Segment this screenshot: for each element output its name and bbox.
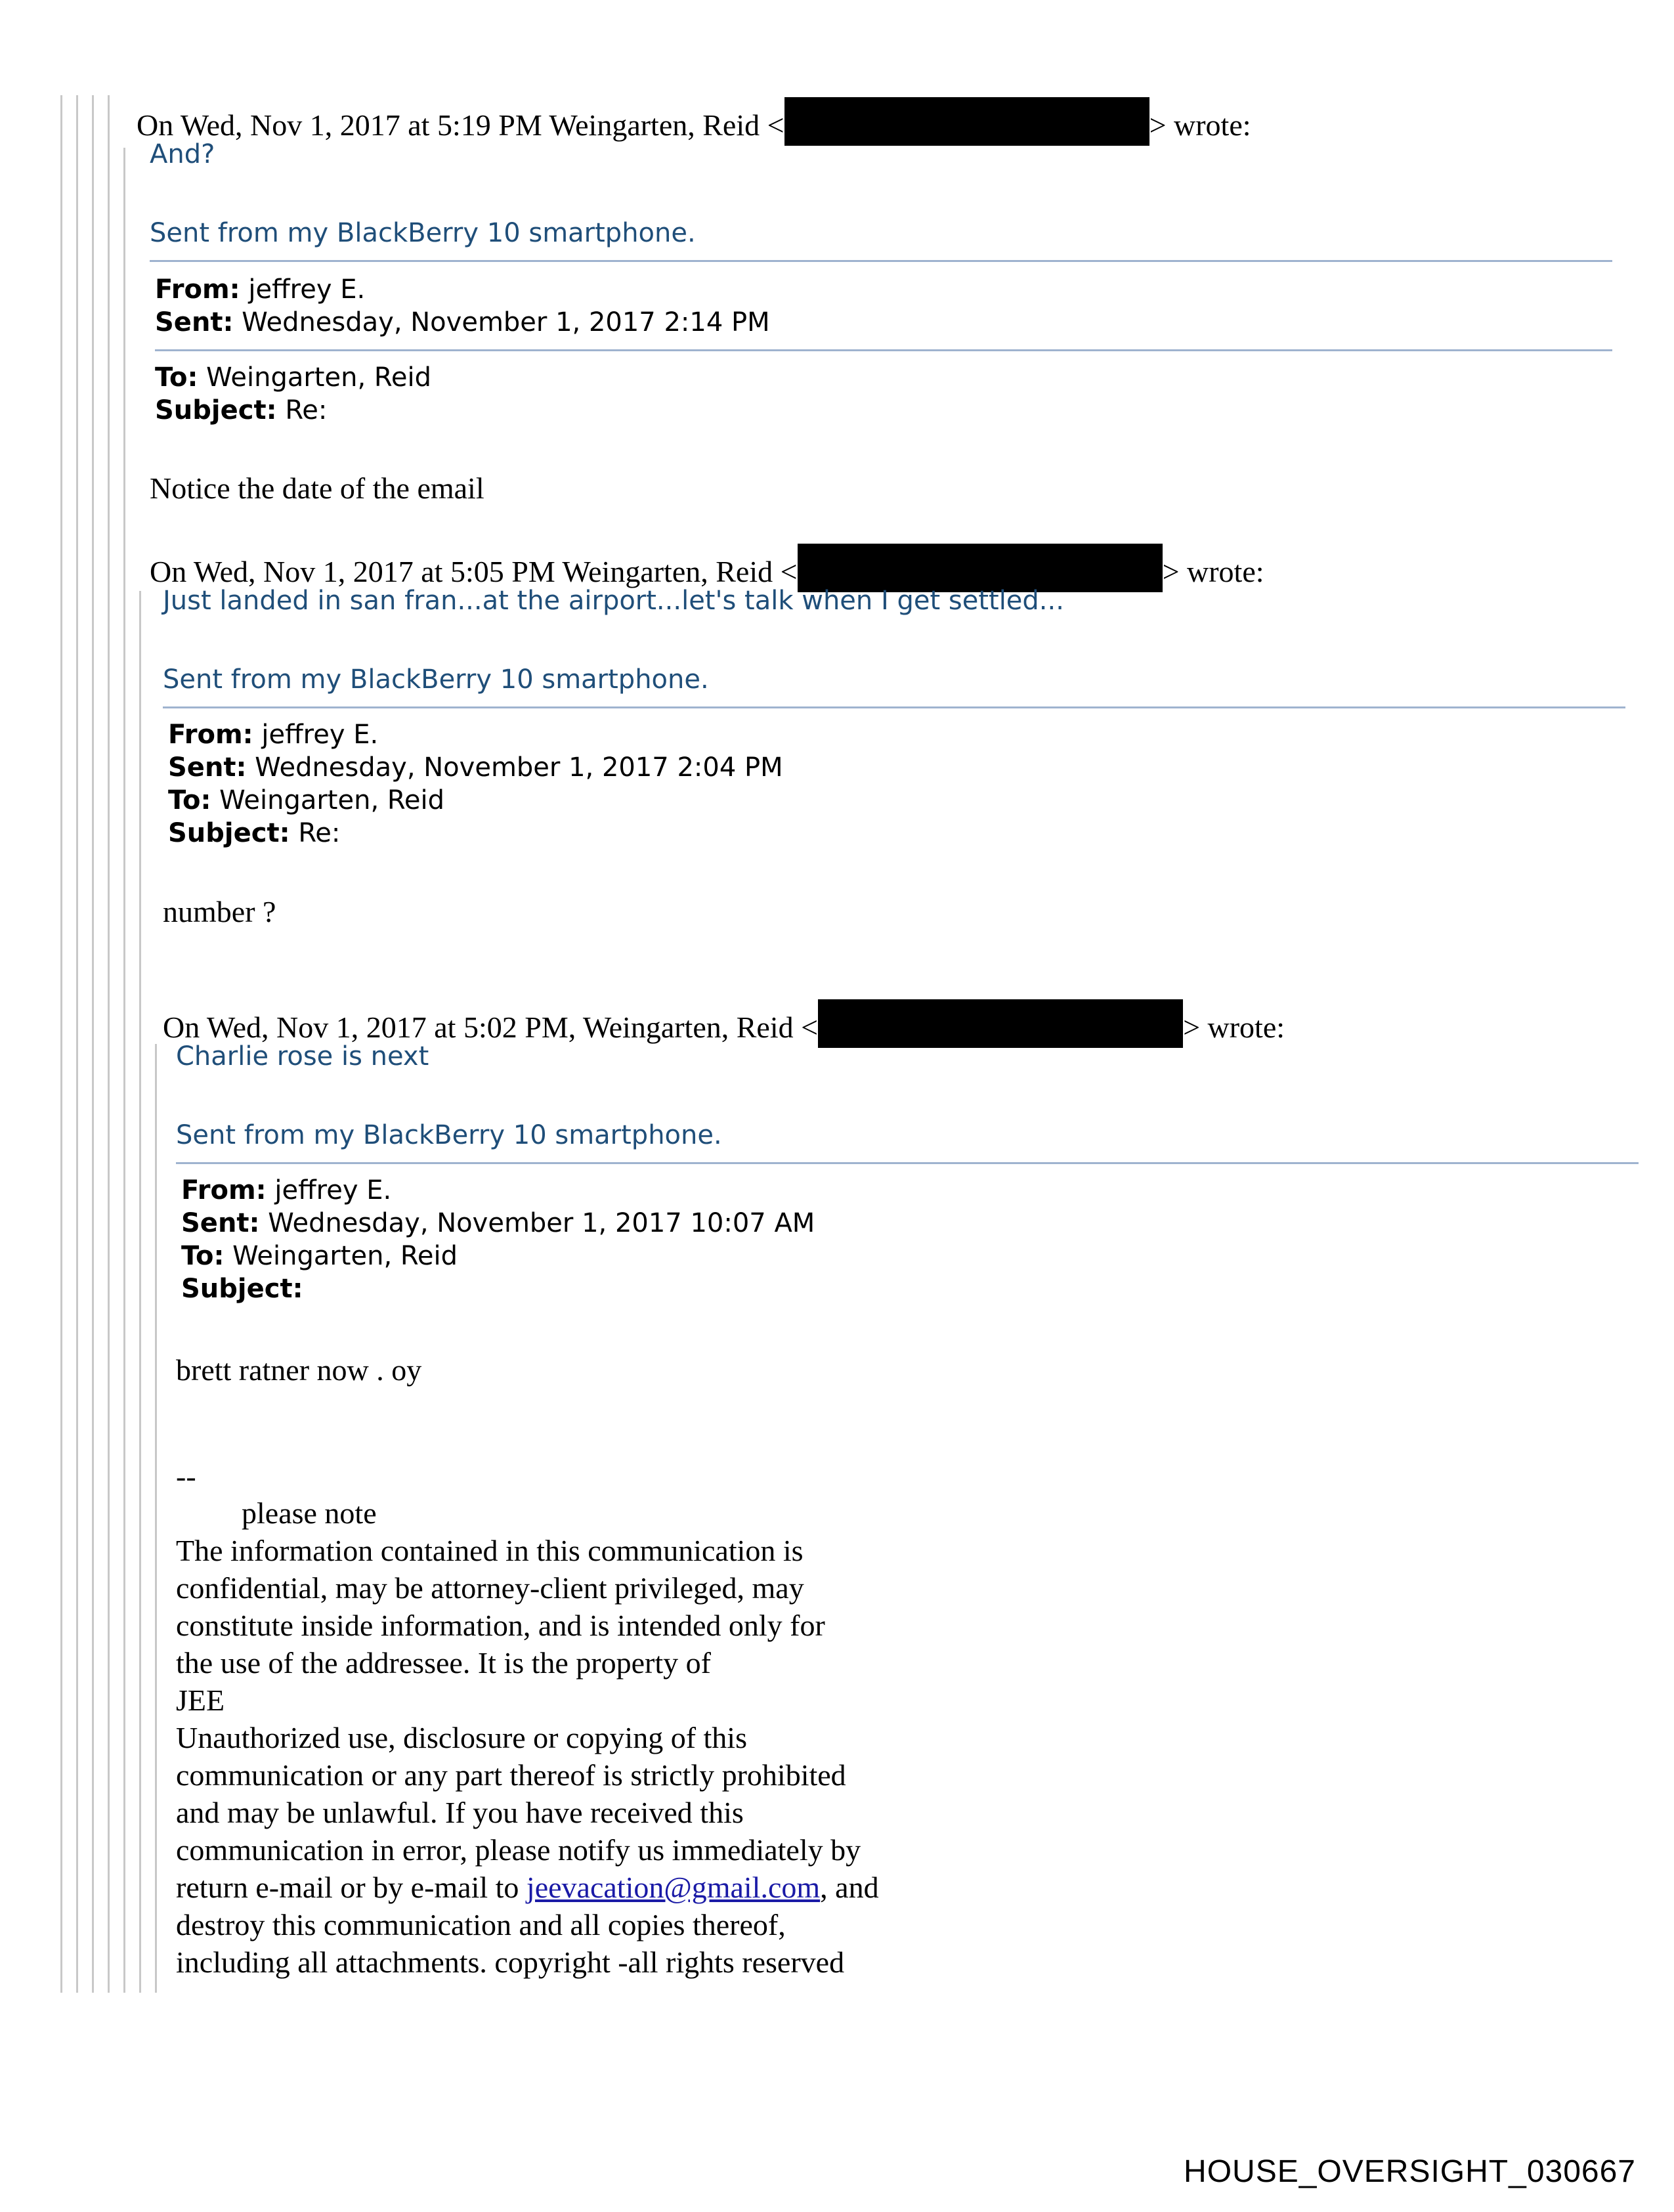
message-3-header: On Wed, Nov 1, 2017 at 5:02 PM, Weingarten, Reid < > wrote: <box>163 999 1285 1048</box>
message-2-body: Just landed in san fran...at the airport...let's talk when I get settled... <box>163 586 1064 616</box>
from-value: jeffrey E. <box>274 1175 392 1205</box>
message-1-reply: Notice the date of the email <box>150 471 484 505</box>
divider <box>163 706 1625 708</box>
divider <box>176 1162 1639 1164</box>
message-2-signature: Sent from my BlackBerry 10 smartphone. <box>163 664 709 695</box>
message-3-reply: brett ratner now . oy <box>176 1353 422 1387</box>
from-value: jeffrey E. <box>248 274 366 305</box>
redaction-box <box>818 999 1183 1048</box>
subject-value: Re: <box>298 818 341 848</box>
divider <box>155 349 1612 351</box>
message-1-signature: Sent from my BlackBerry 10 smartphone. <box>150 218 696 248</box>
to-value: Weingarten, Reid <box>232 1241 458 1271</box>
divider <box>150 260 1612 262</box>
sent-value: Wednesday, November 1, 2017 10:07 AM <box>268 1208 815 1238</box>
from-value: jeffrey E. <box>261 720 379 750</box>
email-link[interactable]: jeevacation@gmail.com <box>526 1871 821 1904</box>
signature-dashes: -- <box>176 1460 196 1493</box>
message-1-fields: From: jeffrey E. Sent: Wednesday, November 1, 2017 2:14 PM <box>155 274 770 337</box>
disclaimer: The information contained in this communication is confidential, may be attorney-client privileged, may constitute inside information, and is intended only for the use of the addressee. It is the property of JEE Unauthorized use, disclosure or copying of this communication or any part thereof is strictly prohibited and may be unlawful. If you have received this communication in error, please notify us immediately by return e-mail or by e-mail to jeevacation@gmail.com, and destroy this communication and all copies thereof, including all attachments. copyright -all rights reserved <box>176 1534 879 1979</box>
message-2-header: On Wed, Nov 1, 2017 at 5:05 PM Weingarten, Reid < > wrote: <box>150 544 1264 592</box>
message-2-reply: number ? <box>163 895 276 928</box>
message-2-fields: From: jeffrey E. Sent: Wednesday, November 1, 2017 2:04 PM To: Weingarten, Reid Subject: Re: <box>168 720 783 848</box>
sent-value: Wednesday, November 1, 2017 2:14 PM <box>242 307 770 337</box>
to-value: Weingarten, Reid <box>206 362 431 393</box>
disclaimer-note: please note <box>242 1496 377 1530</box>
redaction-box <box>784 97 1149 146</box>
to-value: Weingarten, Reid <box>219 785 444 815</box>
message-3-body: Charlie rose is next <box>176 1041 429 1072</box>
subject-value: Re: <box>285 395 328 425</box>
message-1-body: And? <box>150 139 215 169</box>
message-1-fields-2: To: Weingarten, Reid Subject: Re: <box>155 362 431 425</box>
bates-number: HOUSE_OVERSIGHT_030667 <box>1184 2154 1636 2189</box>
message-3-fields: From: jeffrey E. Sent: Wednesday, November 1, 2017 10:07 AM To: Weingarten, Reid Subject: <box>181 1175 815 1304</box>
message-3-signature: Sent from my BlackBerry 10 smartphone. <box>176 1120 722 1150</box>
message-1-header: On Wed, Nov 1, 2017 at 5:19 PM Weingarten, Reid < > wrote: <box>137 97 1251 146</box>
sent-value: Wednesday, November 1, 2017 2:04 PM <box>255 752 783 783</box>
